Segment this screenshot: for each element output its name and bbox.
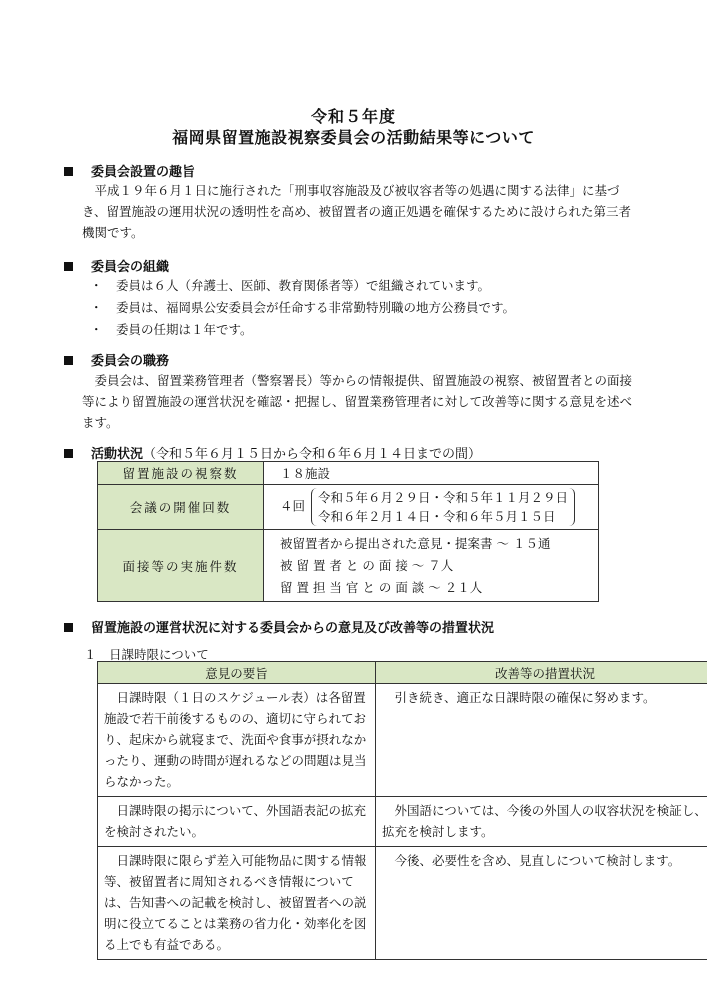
activity-label: 面接等の実施件数	[98, 530, 264, 602]
opinions-table	[97, 661, 707, 960]
section-activity-heading: 活動状況（令和５年６月１５日から令和６年６月１４日までの間）	[64, 443, 481, 462]
square-bullet-icon	[64, 262, 73, 271]
meeting-dates: 令和５年６月２９日・令和５年１１月２９日 令和６年２月１４日・令和６年５月１５日	[311, 488, 575, 526]
section-opinions-heading: 留置施設の運営状況に対する委員会からの意見及び改善等の措置状況	[64, 617, 494, 636]
table-header-row	[98, 662, 707, 684]
duties-body: 委員会は、留置業務管理者（警察署長）等からの情報提供、留置施設の視察、被留置者との面接等により留置施設の運営状況を確認・把握し、留置業務管理者に対して改善等に関する意見を述べます。	[82, 373, 633, 430]
doc-title-year: 令和５年度	[310, 107, 396, 126]
opinion-cell: 日課時限（１日のスケジュール表）は各留置施設で若干前後するものの、適切に守られており、起床から就寝まで、洗面や食事が摂れなかったり、運動の時間が遅れるなどの問題は見当らなかった。	[98, 684, 376, 797]
square-bullet-icon	[64, 356, 73, 365]
opinion-cell: 日課時限の掲示について、外国語表記の拡充を検討されたい。	[98, 797, 376, 847]
organization-bullet: ・ 委員は６人（弁護士、医師、教育関係者等）で組織されています。	[90, 278, 491, 293]
section-organization-heading: 委員会の組織	[64, 256, 169, 275]
purpose-body: 平成１９年６月１日に施行された「刑事収容施設及び被収容者等の処遇に関する法律」に基づき、留置施設の運用状況の透明性を高め、被留置者の適正処遇を確保するために設けられた第三者機関です。	[82, 183, 632, 240]
square-bullet-icon	[64, 167, 73, 176]
activity-label: 留置施設の視察数	[98, 462, 264, 485]
square-bullet-icon	[64, 449, 73, 458]
subsection-title: １ 日課時限について	[84, 647, 209, 662]
organization-bullet: ・ 委員は、福岡県公安委員会が任命する非常勤特別職の地方公務員です。	[90, 300, 516, 315]
column-header: 改善等の措置状況	[376, 662, 707, 684]
table-row	[98, 847, 707, 960]
section-purpose-heading: 委員会設置の趣旨	[64, 161, 195, 180]
section-duties-heading: 委員会の職務	[64, 350, 169, 369]
square-bullet-icon	[64, 623, 73, 632]
measure-cell: 外国語については、今後の外国人の収容状況を検証し、拡充を検討します。	[376, 797, 707, 847]
table-row	[98, 530, 599, 602]
activity-value: 被留置者から提出された意見・提案書 〜 １５通 被 留 置 者 と の 面 接 〜 ７人 留 置 担 当 官 と の 面 談 〜 ２１人	[264, 530, 599, 602]
table-row	[98, 684, 707, 797]
activity-table	[97, 461, 599, 602]
activity-label: 会議の開催回数	[98, 485, 264, 530]
column-header: 意見の要旨	[98, 662, 376, 684]
table-row	[98, 462, 599, 485]
organization-bullet: ・ 委員の任期は１年です。	[90, 322, 253, 337]
measure-cell: 今後、必要性を含め、見直しについて検討します。	[376, 847, 707, 960]
doc-title: 福岡県留置施設視察委員会の活動結果等について	[172, 128, 535, 147]
measure-cell: 引き続き、適正な日課時限の確保に努めます。	[376, 684, 707, 797]
opinion-cell: 日課時限に限らず差入可能物品に関する情報等、被留置者に周知されるべき情報については、告知書への記載を検討し、被留置者への説明に役立てることは業務の省力化・効率化を図る上でも有益である。	[98, 847, 376, 960]
table-row	[98, 485, 599, 530]
activity-value: ４回令和５年６月２９日・令和５年１１月２９日 令和６年２月１４日・令和６年５月１５日	[264, 485, 599, 530]
table-row	[98, 797, 707, 847]
activity-value: １８施設	[264, 462, 599, 485]
